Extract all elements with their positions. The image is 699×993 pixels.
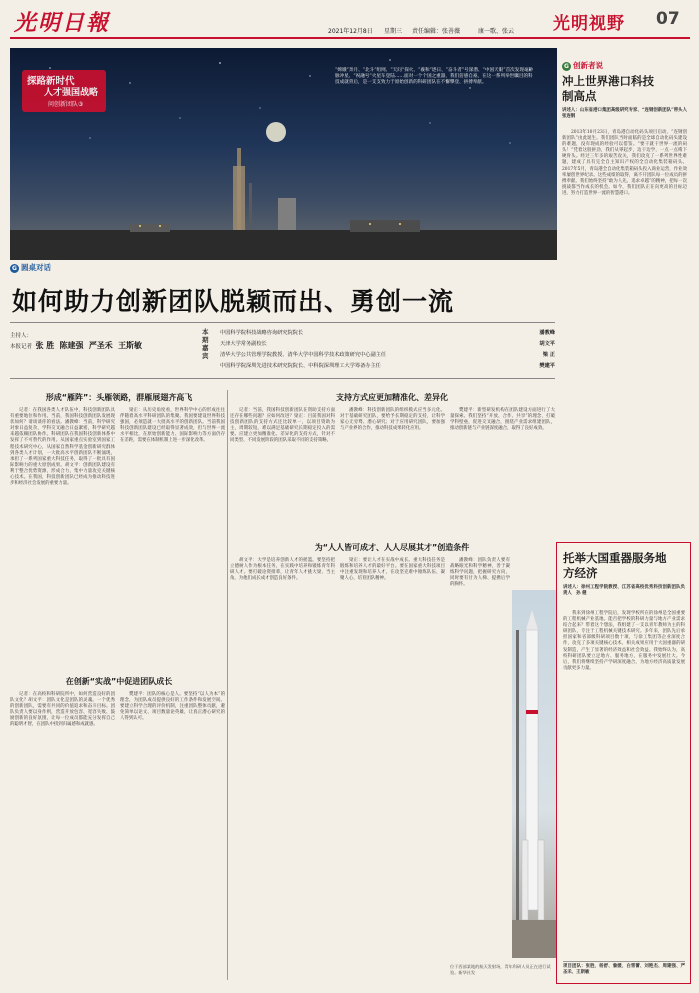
story1-title: 冲上世界港口科技制高点: [562, 74, 654, 103]
column-3-text-a: 记者：当前，我国科技创新团队在资助支持方面还存在哪些问题？应如何改进？梁正：目前我国对科技创新团队的支持方式还比较单一，以项目资助为主，周期较短，难以满足基础研究长期稳定投入的需要。应建立更加精准化、差异化的支持方式，针对不同类型、不同发展阶段的团队采取不同的支持策略。: [230, 408, 335, 444]
banner-badge: [22, 70, 106, 112]
guest-3-org: 清华大学公共管理学院教授、清华大学中国科学技术政策研究中心副主任: [220, 352, 387, 358]
guest-3-name: 梁 正: [542, 352, 555, 358]
guest-label: 本期嘉宾: [202, 328, 209, 360]
hero-photo: [10, 48, 557, 260]
rocket-photo: [512, 590, 556, 958]
masthead-date: 2021年12月8日: [328, 28, 373, 35]
guest-2-name: 胡文平: [539, 341, 555, 347]
hero-quote: “嫦娥”奔月、“北斗”组网、“天问”探火、“羲和”逐日、“奋斗者”号深潜、“中国天眼”首次发现毫秒脉冲星、“祝融号”火星车登陆……面对一个个国之重器，我们倍感自豪。在这一系列举世瞩目的科技成就背后，是一支支致力于原始创新的科研团队在不懈攀登、拼搏奉献。: [335, 68, 534, 86]
rocket-icon: [512, 590, 556, 958]
column-5-text-b: 潘教峰：团队负责人要有战略眼光和科学精神，善于凝练科学问题，把握研究方向，同时要有甘为人梯、提携后学的胸怀。: [450, 558, 510, 588]
masthead-proofreader: 康一歌、张云: [478, 28, 515, 35]
feature-divider: [10, 322, 555, 323]
right-column: [562, 60, 692, 540]
feature-divider-2: [10, 378, 555, 379]
g-tag-icon: G: [10, 264, 19, 273]
guest-1-name: 潘教峰: [539, 330, 555, 336]
host-line: 本报记者 张 胜 陈建强 严圣禾 王斯敏: [10, 341, 143, 350]
host-3: 严圣禾: [88, 341, 113, 350]
column-1-text-b: 记者：在高校和科研院所中，如何营造良好的团队文化？胡文平：团队文化是团队的灵魂。一个优秀的创新团队，需要有共同的价值追求和奋斗目标。团队负责人要以身作则，营造开放包容、宽容失败、鼓励创新的良好氛围，让每一位成员都能充分发挥自己的聪明才智，在团队中找到归属感和成就感。: [10, 692, 115, 728]
feature-headline: 如何助力创新团队脱颖而出、勇创一流: [12, 287, 455, 316]
story1-body: 2013年10月23日，青岛港自动化码头项目启动，“连钢创新团队”由此诞生。我们团队当时面临的是全球自动化码头建设的难题，没有现成的经验可以借鉴。“要干就干世界一流的码头！”凭着这股拼劲，我们从零起步，边干边学，一点一点啃下硬骨头。经过三年多的艰苦攻关，我们攻克了一系列世界性难题，建成了具有完全自主知识产权的全自动化集装箱码头。2017年5月，青岛港全自动化集装箱码头投入商业运营，作业效率屡创世界纪录。这些成绩的取得，离不开团队每一位成员的拼搏奉献。我们始终坚持“敢为人先、追求卓越”的精神，把每一次挑战都当作成长的机会。如今，我们团队正在向更高的目标迈进，努力打造世界一流的智慧港口。: [562, 130, 687, 196]
section-4-heading: 在创新“实战”中促进团队成长: [65, 677, 173, 686]
masthead-weekday: 星期三: [384, 28, 403, 35]
host-1: 张 胜: [35, 341, 55, 350]
banner-line3: 问创新团队③: [48, 101, 84, 108]
column-divider: [227, 390, 228, 980]
photo-caption: 位于西部某地的航天发射场，青年科研人员正在进行试验。新华社发: [450, 964, 551, 975]
guest-2-org: 天津大学常务副校长: [220, 341, 267, 347]
story2-divider: [563, 961, 685, 962]
story1-speaker: 讲述人：山东省港口集团高级研究专家、“连钢创新团队”带头人 张连钢: [562, 108, 692, 120]
masthead-editor: 责任编辑：张善薇: [412, 28, 461, 35]
column-1-text-a: 记者：在我国各类人才队伍中，科技创新团队具有重要地位和作用。当前，我国科技创新团队发展现状如何？请谈谈你的看法。潘教峰：当前，科学研究对象日益复杂，学科交叉融合日益紧密，科学研究越来越依赖团队协作。科研团队在我国科技创新体系中发挥了不可替代的作用。从国家重点实验室到国家工程技术研究中心，从国家自然科学基金创新研究群体到各类人才计划，一大批高水平创新团队不断涌现，承担了一系列国家重大科技任务，取得了一批具有国际影响力的重大原创成果。胡文平：创新团队建设有利于整合优势资源，形成合力，集中力量攻克关键核心技术。在我国，科技创新团队已经成为推动科技进步和经济社会发展的重要力量。: [10, 408, 115, 487]
section-3-heading: 为“人人皆可成才、人人尽展其才”创造条件: [314, 543, 470, 552]
guest-list: [220, 328, 555, 372]
column-5-text-a: 樊建平：新型研发机构在团队建设方面进行了大量探索。我们坚持“开放、合作、共享”的理念，打破学科壁垒，促进交叉融合，围绕产业需求组建团队，推动创新链与产业链深度融合，取得了良好成效。: [450, 408, 555, 432]
feature-tag: G 圆桌对话: [10, 262, 51, 273]
host-2: 陈建强: [59, 341, 84, 350]
page-number: 07: [656, 9, 680, 29]
right-boxed-story: [556, 542, 691, 984]
banner-line2: 人才强国战略: [44, 88, 99, 98]
masthead: [0, 0, 699, 40]
host-label: 主持人：: [10, 333, 33, 339]
masthead-logo: 光明日報: [14, 10, 111, 36]
masthead-rule: [10, 37, 690, 39]
column-4-text-a: 潘教峰：科技创新团队的组织模式应当多元化。对于基础研究团队，要给予长期稳定的支持，让科学家心无旁骛、潜心研究；对于应用研究团队，要加强与产业界的合作，推动科技成果转化应用。: [340, 408, 445, 432]
g-logo-icon: G: [562, 62, 571, 71]
story2-speaker: 讲述人：徐州工程学院教授、江苏省高校优秀科技创新团队负责人 孙 健: [563, 585, 685, 597]
banner-line1: 探路新时代: [27, 76, 75, 87]
host-block: [10, 332, 190, 372]
host-4: 王斯敏: [118, 341, 143, 350]
guest-4-org: 中国科学院深圳先进技术研究院院长、中科院深圳理工大学筹备办主任: [220, 363, 381, 369]
column-2-text-b: 樊建平：团队的核心是人。要坚持“以人为本”的理念，为团队成员提供良好的工作条件和发展空间。要建立科学合理的评价机制，注重团队整体贡献，避免简单以论文、项目数量论英雄，让真正潜心研究的人得到认可。: [120, 692, 225, 722]
column-2-text-a: 梁正：从历史角度看，世界科学中心的形成往往伴随着高水平科研团队的集聚。我国要建设世界科技强国，必须造就一大批高水平的创新团队。当前我国科技创新团队建设已经取得显著成效，但与世界一流水平相比，在原始创新能力、国际影响力等方面仍存在差距，需要在体制机制上进一步深化改革。: [120, 408, 225, 444]
column-4-text-b: 梁正：要让人才在实战中成长。重大科技任务是锻炼和培养人才的最好平台。要在国家重大科技项目中注重发现和培养人才，在攻坚克难中锤炼队伍、凝聚人心、培育团队精神。: [340, 558, 445, 582]
guest-1-org: 中国科学院科技战略咨询研究院院长: [220, 330, 304, 336]
column-3-text-b: 胡文平：大学是培养创新人才的摇篮。要坚持把立德树人作为根本任务，在实践中培养和锻炼青年科研人才。要打破论资排辈，让青年人才挑大梁、当主角，为他们成长成才创造良好条件。: [230, 558, 335, 582]
story2-body: 我来到徐州工程学院后，发现学校所在的徐州是全国重要的工程机械产业基地。能否把学校的科研力量与地方产业需求结合起来？带着这个想法，我组建了一支以青年教师为主的科研团队，专注于工程机械关键技术研究。多年来，团队先后承担国家和省部级科研项目数十项，与徐工集团等企业深度合作，攻克了多项关键核心技术，相关成果应用于大国重器的研发制造，产生了显著的经济效益和社会效益。我始终认为，高校科研团队要立足地方、服务地方，在服务中发展壮大。今后，我们将继续坚持产学研深度融合，为地方经济高质量发展贡献更多力量。: [563, 611, 685, 671]
feature-header: [10, 262, 555, 382]
section-2-heading: 支持方式应更加精准化、差异化: [336, 393, 448, 402]
section-name: 光明视野: [553, 14, 625, 34]
story2-title: 托举大国重器服务地方经济: [563, 551, 667, 580]
section-1-heading: 形成“雁阵”：头雁领路，群雁展翅齐高飞: [45, 393, 193, 402]
right-tag: G 创新者说: [562, 60, 603, 71]
project-credit: 项目团队：张胜、杨舒、詹媛、白雪蕾、刘艳杰、周建强、严圣禾、王斯敏: [563, 964, 685, 976]
guest-4-name: 樊建平: [539, 363, 555, 369]
